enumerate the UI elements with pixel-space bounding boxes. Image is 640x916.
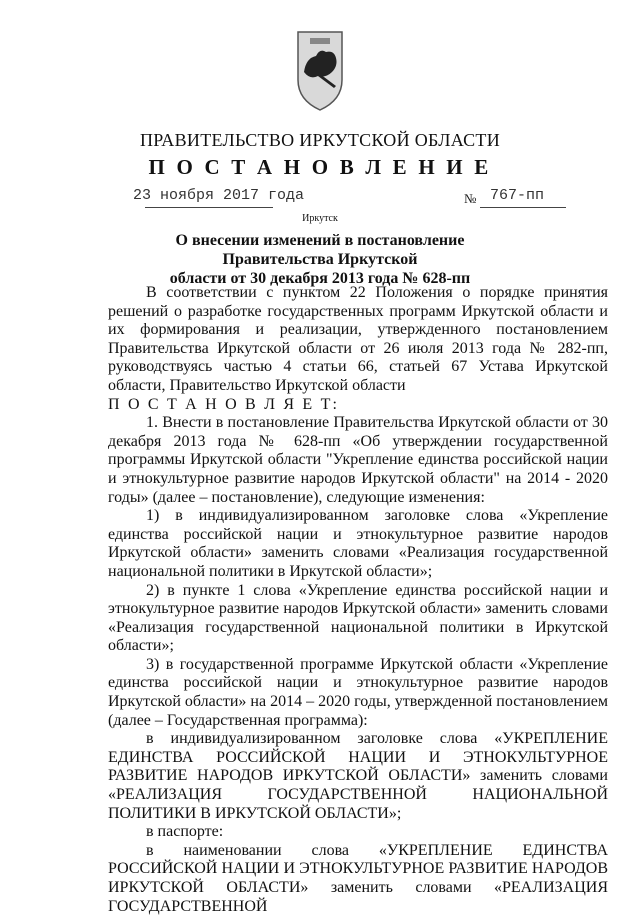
decree-number: 767-пп	[490, 187, 545, 204]
paragraph-1-3-a: в индивидуализированном заголовке слова «УКРЕПЛЕНИЕ ЕДИНСТВА РОССИЙСКОЙ НАЦИИ И ЭТНОКУЛЬТУРНОЕ РАЗВИТИЕ НАРОДОВ ИРКУТСКОЙ ОБЛАСТИ» заменить словами «РЕАЛИЗАЦИЯ ГОСУДАРСТВЕННОЙ НАЦИОНАЛЬНОЙ ПОЛИТИКИ В ИРКУТСКОЙ ОБЛАСТИ»;	[108, 730, 608, 822]
decree-date: 23 ноября 2017 года	[133, 187, 305, 204]
city: Иркутск	[302, 213, 338, 224]
document-type: П О С Т А Н О В Л Е Н И Е	[148, 155, 492, 179]
resolves-heading: П О С Т А Н О В Л Я Е Т:	[108, 395, 340, 413]
title-line-1: О внесении изменений в постановление Правительства Иркутской	[175, 232, 465, 268]
paragraph-1-3: 3) в государственной программе Иркутской области «Укрепление единства российской нации и этнокультурное развитие народов Иркутской области» на 2014 – 2020 годы, утвержденной постановлением (далее – Государственная программа):	[108, 655, 608, 729]
date-underline	[145, 207, 273, 208]
preamble-paragraph: В соответствии с пунктом 22 Положения о порядке принятия решений о разработке государственных программ Иркутской области и их формирования и реализации, утвержденного постановлением Правительства Иркутской области от 26 июля 2013 года № 282-пп, руководствуясь частью 4 статьи 66, статьей 67 Устава Иркутской области, Правительство Иркутской области	[108, 284, 608, 394]
paragraph-1-3-b: в паспорте:	[146, 823, 224, 841]
number-underline	[480, 207, 566, 208]
paragraph-1-3-c: в наименовании слова «УКРЕПЛЕНИЕ ЕДИНСТВА РОССИЙСКОЙ НАЦИИ И ЭТНОКУЛЬТУРНОЕ РАЗВИТИЕ НАРОДОВ ИРКУТСКОЙ ОБЛАСТИ» заменить словами «РЕАЛИЗАЦИЯ ГОСУДАРСТВЕННОЙ	[108, 841, 608, 915]
title-line-2: области от 30 декабря 2013 года № 628-пп	[169, 270, 471, 287]
irkutsk-coat-of-arms-icon	[296, 28, 344, 112]
document-title	[120, 231, 520, 288]
paragraph-1: 1. Внести в постановление Правительства Иркутской области от 30 декабря 2013 года № 628-пп «Об утверждении государственной программы Иркутской области "Укрепление единства российской нации и этнокультурное развитие народов Иркутской области" на 2014 - 2020 годы» (далее – постановление), следующие изменения:	[108, 414, 608, 506]
paragraph-1-1: 1) в индивидуализированном заголовке слова «Укрепление единства российской нации и этнокультурное развитие народов Иркутской области» заменить словами «Реализация государственной национальной политики в Иркутской области»;	[108, 507, 608, 580]
paragraph-1-2: 2) в пункте 1 слова «Укрепление единства российской нации и этнокультурное развитие народов Иркутской области» заменить словами «Реализация государственной национальной политики в Иркутской области»;	[108, 581, 608, 655]
number-sign: №	[464, 191, 477, 206]
government-name: ПРАВИТЕЛЬСТВО ИРКУТСКОЙ ОБЛАСТИ	[139, 130, 501, 150]
document-body	[108, 284, 608, 916]
